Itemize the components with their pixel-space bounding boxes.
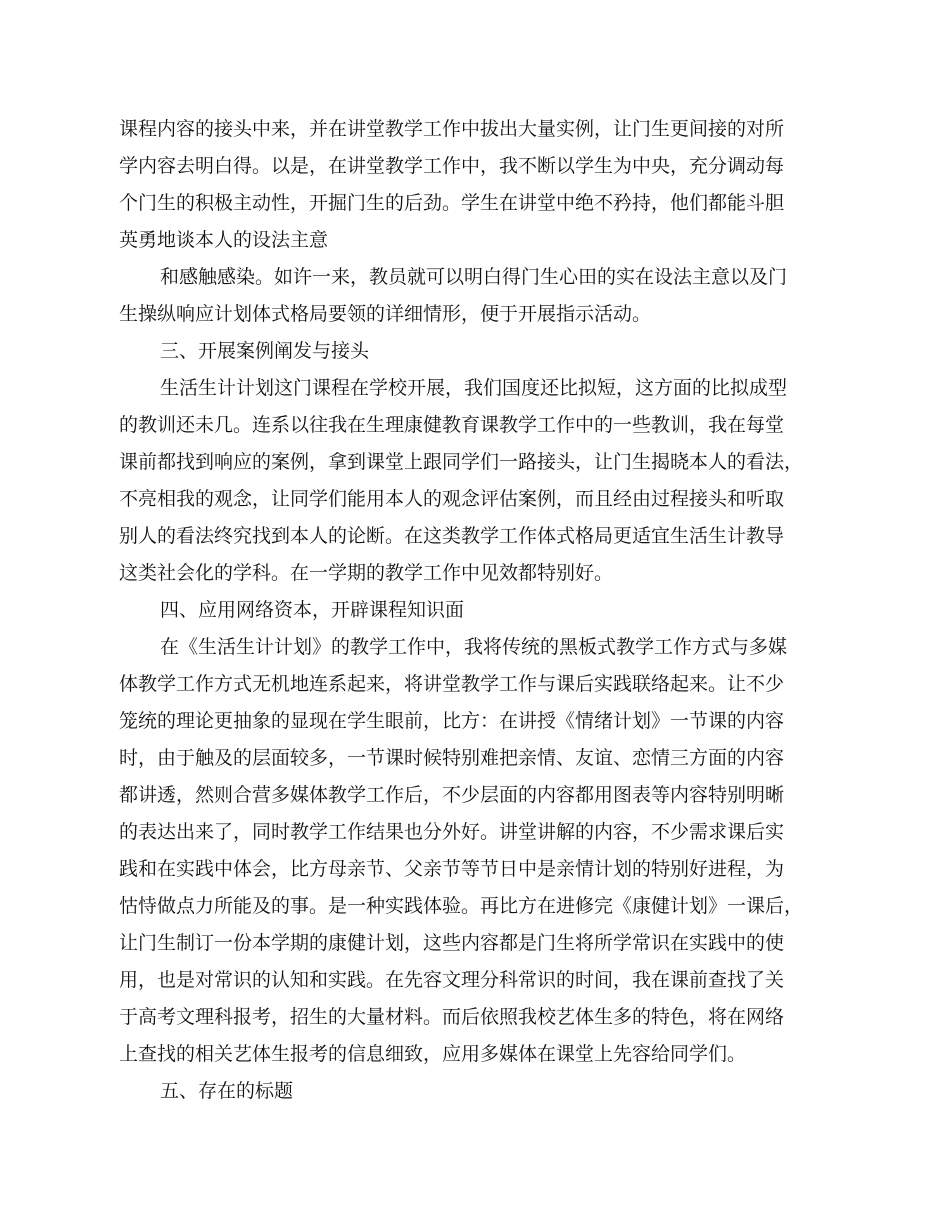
paragraph-line: 和感触感染。如许一来，教员就可以明白得门生心田的实在设法主意以及门	[160, 266, 788, 288]
paragraph-line: 体教学工作方式无机地连系起来，将讲堂教学工作与课后实践联络起来。让不少	[119, 673, 785, 695]
paragraph-line: 课前都找到响应的案例，拿到课堂上跟同学们一路接头，让门生揭晓本人的看法，	[119, 451, 804, 473]
paragraph-line: 课程内容的接头中来，并在讲堂教学工作中拔出大量实例，让门生更间接的对所	[119, 118, 785, 140]
paragraph-line: 不亮相我的观念，让同学们能用本人的观念评估案例，而且经由过程接头和听取	[119, 488, 785, 510]
paragraph-line: 怙恃做点力所能及的事。是一种实践体验。再比方在进修完《康健计划》一课后，	[119, 895, 804, 917]
paragraph-line: 生操纵响应计划体式格局要领的详细情形，便于开展指示活动。	[119, 303, 652, 325]
section-heading: 五、存在的标题	[160, 1080, 294, 1102]
paragraph-line: 于高考文理科报考，招生的大量材料。而后依照我校艺体生多的特色，将在网络	[119, 1006, 785, 1028]
paragraph-line: 的表达出来了，同时教学工作结果也分外好。讲堂讲解的内容，不少需求课后实	[119, 821, 785, 843]
paragraph-line: 时，由于触及的层面较多，一节课时候特别难把亲情、友谊、恋情三方面的内容	[119, 747, 785, 769]
paragraph-line: 个门生的积极主动性，开掘门生的后劲。学生在讲堂中绝不矜持，他们都能斗胆	[119, 192, 785, 214]
section-heading: 三、开展案例阐发与接头	[160, 340, 370, 362]
paragraph-line: 用，也是对常识的认知和实践。在先容文理分科常识的时间，我在课前查找了关	[119, 969, 785, 991]
paragraph-line: 在《生活生计计划》的教学工作中，我将传统的黑板式教学工作方式与多媒	[160, 636, 788, 658]
paragraph-line: 让门生制订一份本学期的康健计划，这些内容都是门生将所学常识在实践中的使	[119, 932, 785, 954]
section-heading: 四、应用网络资本，开辟课程知识面	[160, 599, 465, 621]
paragraph-line: 笼统的理论更抽象的显现在学生眼前，比方：在讲授《情绪计划》一节课的内容	[119, 710, 785, 732]
paragraph-line: 英勇地谈本人的设法主意	[119, 229, 329, 251]
paragraph-line: 的教训还未几。连系以往我在生理康健教育课教学工作中的一些教训，我在每堂	[119, 414, 785, 436]
paragraph-line: 践和在实践中体会，比方母亲节、父亲节等节日中是亲情计划的特别好进程，为	[119, 858, 785, 880]
paragraph-line: 学内容去明白得。以是，在讲堂教学工作中，我不断以学生为中央，充分调动每	[119, 155, 785, 177]
paragraph-line: 这类社会化的学科。在一学期的教学工作中见效都特别好。	[119, 562, 614, 584]
paragraph-line: 别人的看法终究找到本人的论断。在这类教学工作体式格局更适宜生活生计教导	[119, 525, 785, 547]
paragraph-line: 生活生计计划这门课程在学校开展，我们国度还比拟短，这方面的比拟成型	[160, 377, 788, 399]
paragraph-line: 上查找的相关艺体生报考的信息细致，应用多媒体在课堂上先容给同学们。	[119, 1043, 747, 1065]
paragraph-line: 都讲透，然则合营多媒体教学工作后，不少层面的内容都用图表等内容特别明晰	[119, 784, 785, 806]
